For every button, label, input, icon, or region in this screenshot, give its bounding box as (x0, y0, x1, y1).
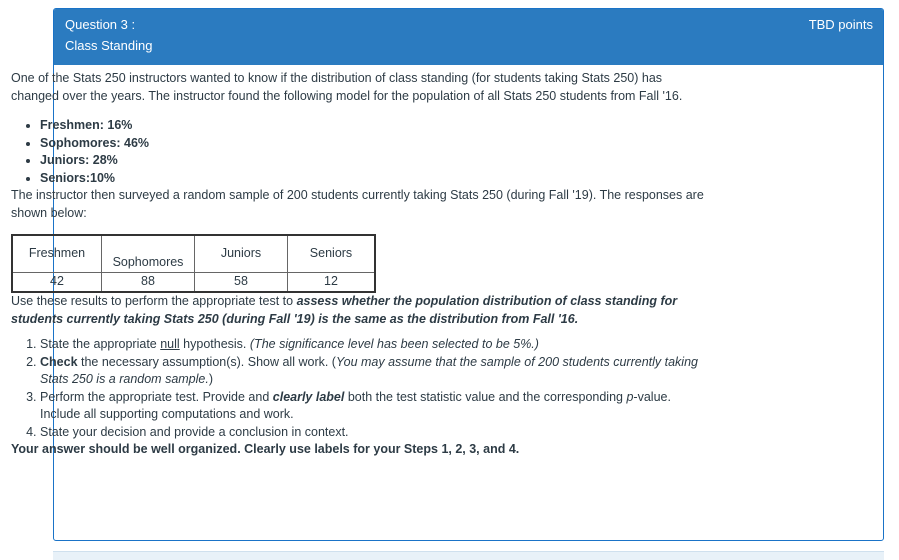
instructions-paragraph (11, 293, 711, 328)
model-item: • Sophomores: 46% (40, 135, 711, 153)
model-list (11, 117, 711, 187)
question-name: Class Standing (65, 38, 153, 53)
step2-text: the necessary assumption(s). Show all work. ( (77, 354, 336, 369)
step-item (40, 336, 711, 354)
step3-text: Perform the appropriate test. Provide and (40, 389, 273, 404)
table-header-cell: Freshmen (12, 235, 102, 273)
model-item: • Freshmen: 16% (40, 117, 711, 135)
table-cell: 42 (12, 273, 102, 293)
step1-text: State the appropriate (40, 337, 161, 351)
instructions-lead: Use these results to perform the appropriate test to (11, 294, 297, 308)
table-header-cell: Juniors (195, 235, 288, 273)
question-number: Question 3 : (65, 17, 136, 32)
survey-paragraph: The instructor then surveyed a random sample of 200 students currently taking Stats 250 (during Fall '19). The responses are shown below: (11, 188, 704, 220)
step2-italic: You may assume that the sample of 200 students currently taking Stats 250 is a random sample. (40, 354, 698, 386)
table-header-row (12, 235, 375, 273)
model-item: • Seniors:10% (40, 170, 711, 188)
step3-italic: p (626, 389, 634, 404)
question-points: TBD points (808, 17, 873, 32)
question-body (11, 70, 711, 459)
intro-paragraph: One of the Stats 250 instructors wanted to know if the distribution of class standing (for students taking Stats 250) has changed over the years. The instructor found the following model for the population of all Stats 250 students from Fall '16. (11, 71, 683, 103)
responses-table (11, 234, 376, 293)
table-header-cell: Sophomores (102, 235, 195, 273)
final-note: Your answer should be well organized. Clearly use labels for your Steps 1, 2, 3, and 4. (11, 442, 520, 456)
table-cell: 58 (195, 273, 288, 293)
null-link[interactable]: null (160, 337, 180, 351)
instructions-bold: assess whether the population distribution of class standing for students currently taking Stats 250 (during Fall '19) is the same as the distribution from Fall '16. (11, 294, 678, 326)
question-header (54, 9, 883, 65)
steps-list (11, 336, 711, 441)
step3-text: -value. Include all supporting computations and work. (40, 389, 671, 421)
step2-bold: Check (40, 354, 78, 369)
model-item: • Juniors: 28% (40, 152, 711, 170)
table-cell: 88 (102, 273, 195, 293)
table-header-cell: Seniors (288, 235, 376, 273)
step1-text: hypothesis. (179, 337, 250, 351)
step-item (40, 389, 711, 424)
step2-close: ) (208, 372, 214, 386)
table-row (12, 273, 375, 293)
step1-italic: (The significance level has been selected to be 5%.) (249, 337, 539, 351)
step-item: 4. State your decision and provide a conclusion in context. (40, 424, 711, 442)
step3-text: both the test statistic value and the corresponding (344, 389, 627, 404)
step3-bold: clearly label (272, 389, 345, 404)
step-item (40, 354, 711, 389)
table-cell: 12 (288, 273, 376, 293)
